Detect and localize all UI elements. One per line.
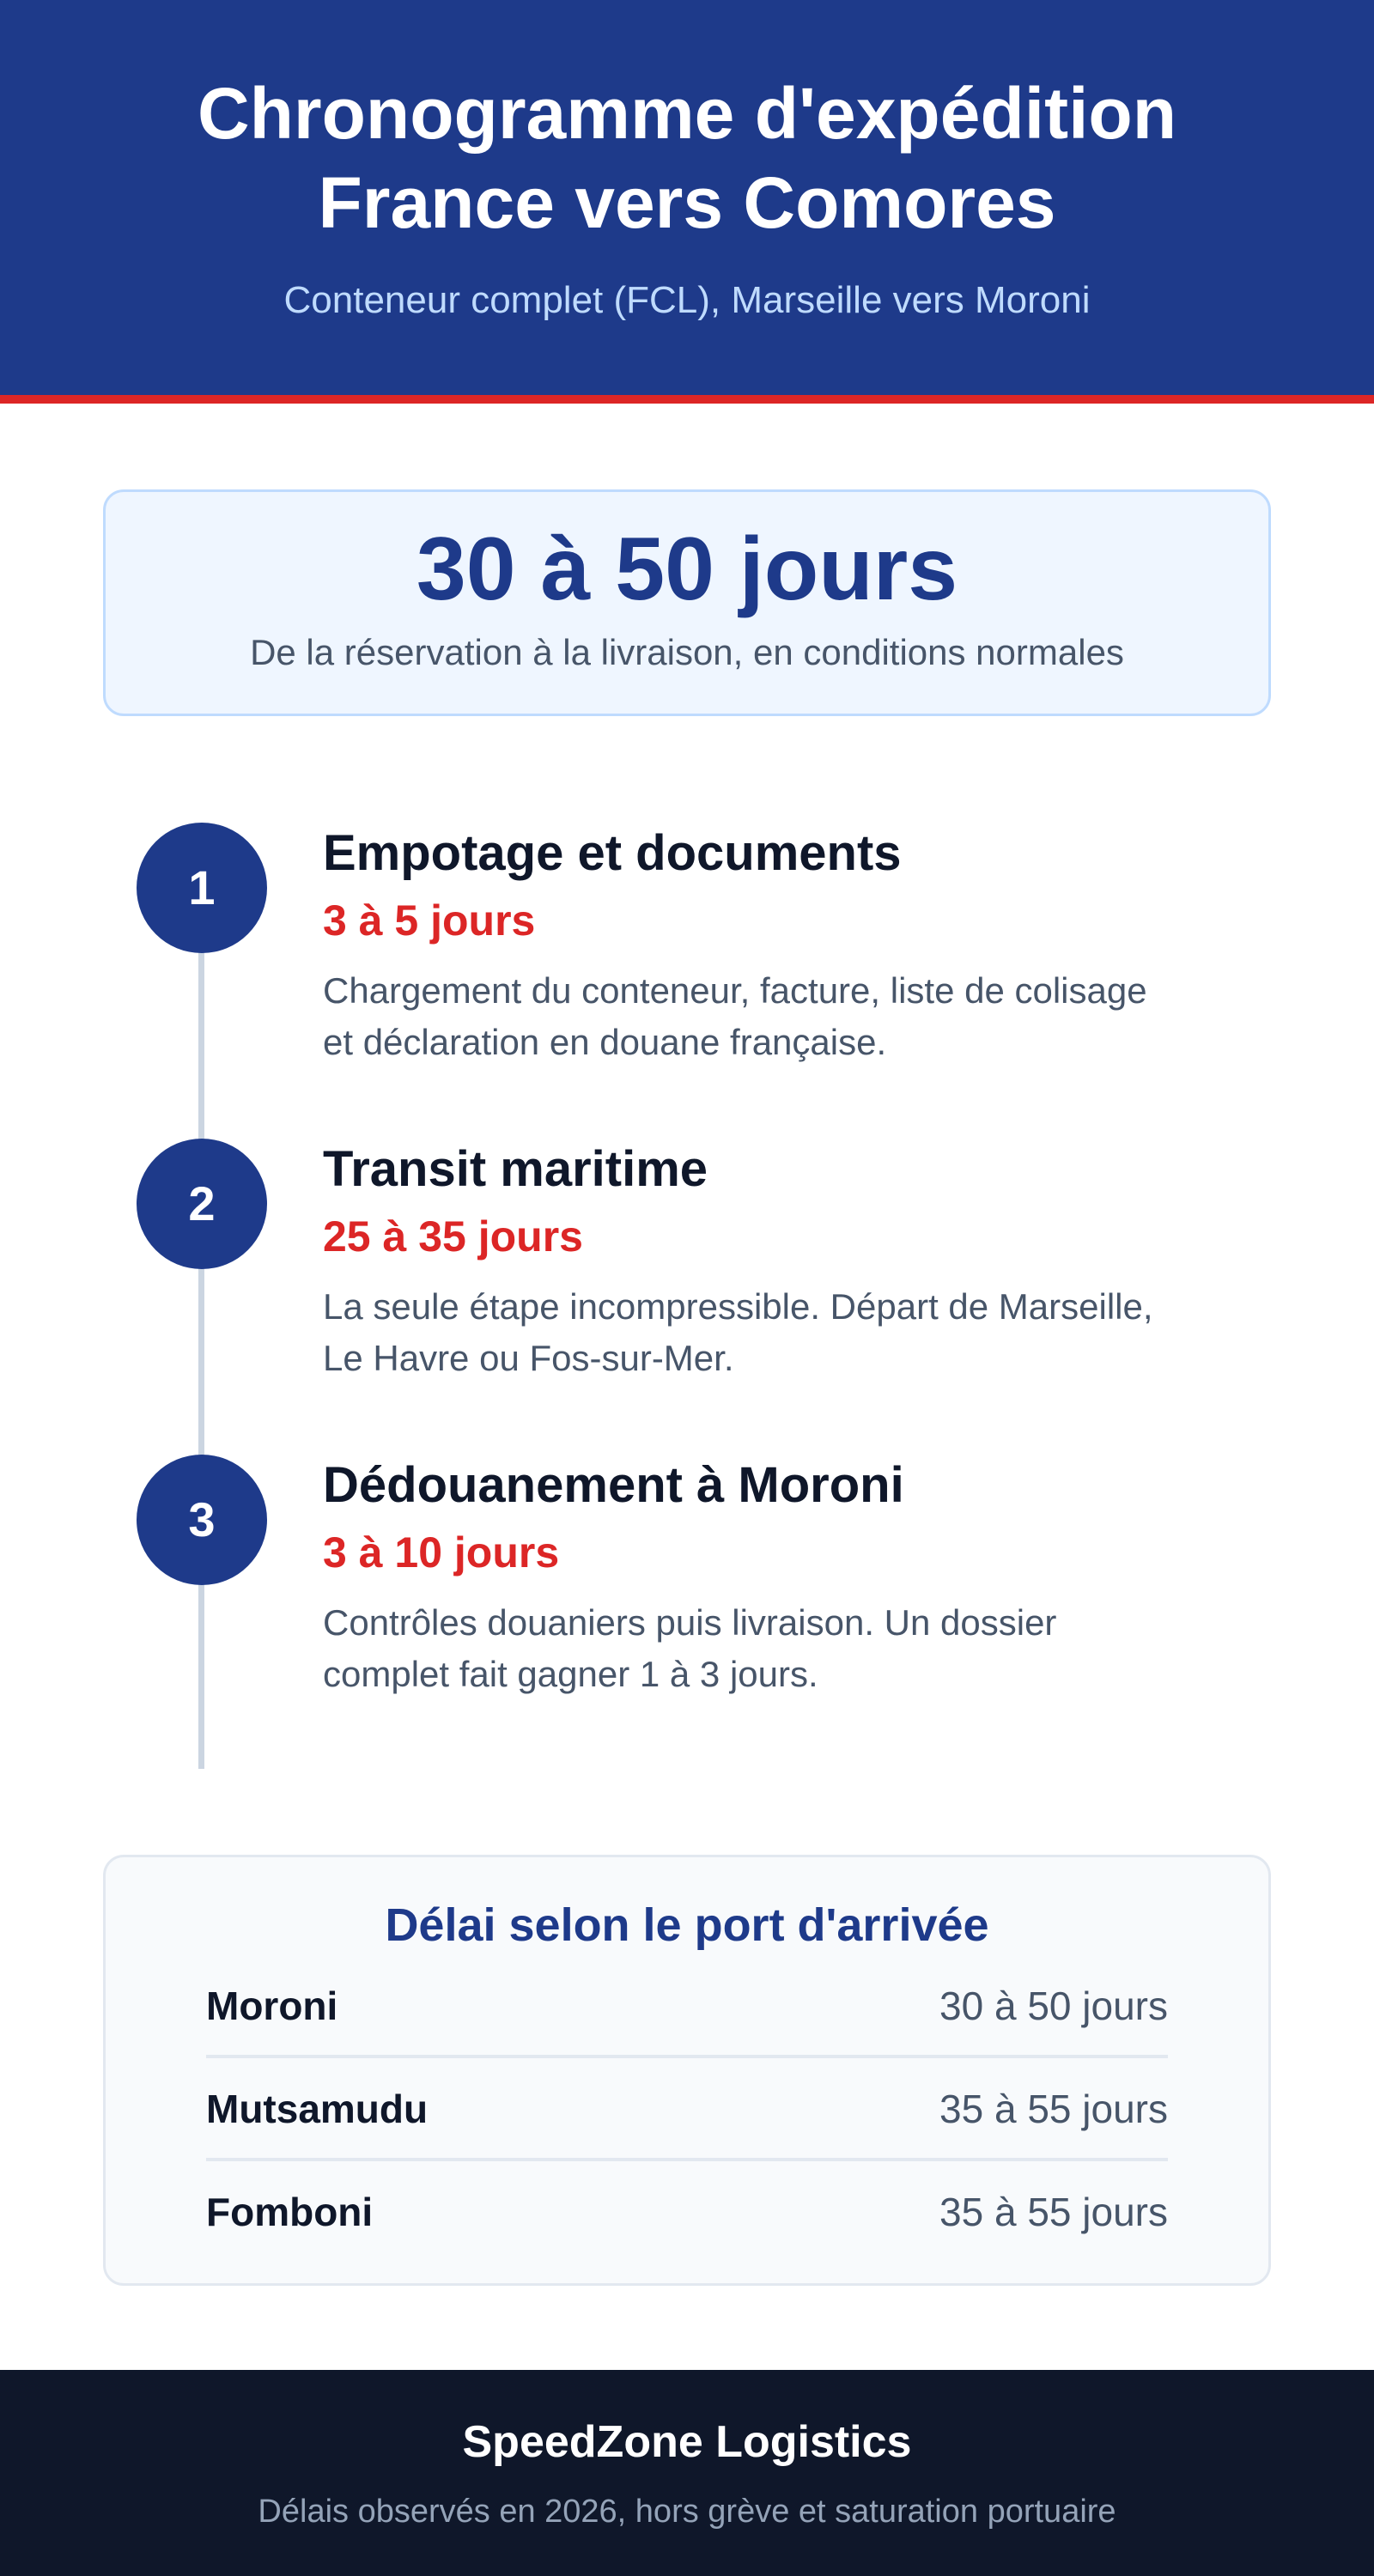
port-row-mutsamudu <box>206 2058 1168 2161</box>
timeline-step-1 <box>0 823 1374 1106</box>
step-description: La seule étape incompressible. Départ de Marseille, Le Havre ou Fos-sur-Mer. <box>323 1286 1153 1378</box>
step-title: Transit maritime <box>323 1141 708 1197</box>
port-delay: 35 à 55 jours <box>939 2087 1168 2131</box>
timeline-step-3 <box>0 1455 1374 1738</box>
step-duration: 25 à 35 jours <box>323 1212 583 1261</box>
page-title <box>0 69 1374 247</box>
step-duration: 3 à 5 jours <box>323 896 536 945</box>
total-duration-value: 30 à 50 jours <box>416 519 958 619</box>
port-name: Moroni <box>206 1984 338 2028</box>
step-duration: 3 à 10 jours <box>323 1528 560 1577</box>
step-description: Chargement du conteneur, facture, liste de colisage et déclaration en douane française. <box>323 970 1147 1062</box>
page-subtitle: Conteneur complet (FCL), Marseille vers Moroni <box>283 279 1091 321</box>
total-duration-card <box>103 489 1271 716</box>
step-title: Empotage et documents <box>323 825 902 881</box>
page-title-line-1: Chronogramme d'expédition <box>197 73 1177 154</box>
port-name: Fomboni <box>206 2190 374 2234</box>
step-number-badge: 2 <box>137 1139 267 1269</box>
footer-brand-name: SpeedZone Logistics <box>462 2417 912 2467</box>
port-row-fomboni <box>206 2161 1168 2264</box>
port-delay: 35 à 55 jours <box>939 2190 1168 2234</box>
page-header <box>0 0 1374 404</box>
step-number-badge: 3 <box>137 1455 267 1585</box>
page-title-line-2: France vers Comores <box>318 162 1056 243</box>
total-duration-caption: De la réservation à la livraison, en conditions normales <box>250 632 1124 672</box>
step-title: Dédouanement à Moroni <box>323 1457 904 1513</box>
footer-note: Délais observés en 2026, hors grève et saturation portuaire <box>258 2494 1116 2530</box>
port-name: Mutsamudu <box>206 2087 429 2131</box>
step-number-badge: 1 <box>137 823 267 953</box>
port-delay: 30 à 50 jours <box>939 1984 1168 2028</box>
page-footer <box>0 2370 1374 2576</box>
port-delays-title: Délai selon le port d'arrivée <box>385 1899 989 1951</box>
port-delays-card <box>103 1855 1271 2286</box>
port-row-moroni <box>206 1955 1168 2058</box>
step-description: Contrôles douaniers puis livraison. Un dossier complet fait gagner 1 à 3 jours. <box>323 1602 1057 1694</box>
timeline-step-2 <box>0 1139 1374 1422</box>
